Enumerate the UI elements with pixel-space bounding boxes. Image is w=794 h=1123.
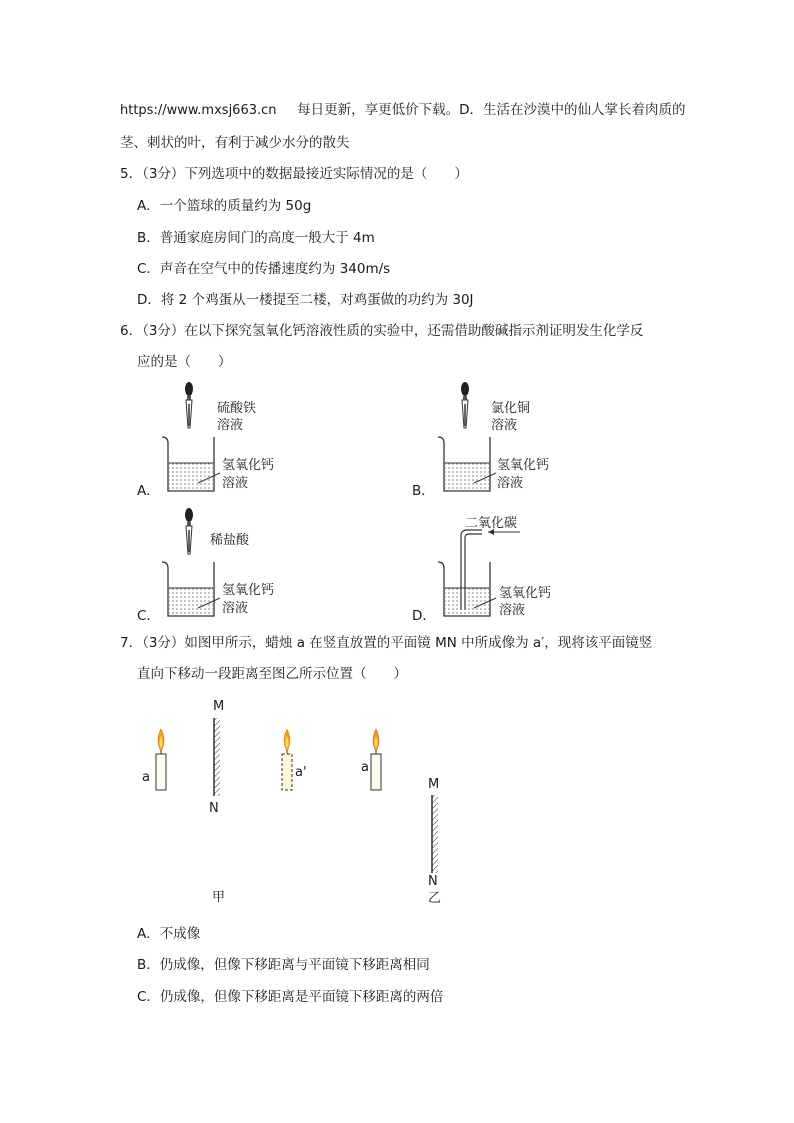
- q5-option-a: A．一个篮球的质量约为 50g: [137, 198, 312, 214]
- solution-label: 溶液: [222, 476, 249, 491]
- image-label: a': [295, 765, 307, 780]
- q7-option-c: C．仍成像，但像下移距离是平面镜下移距离的两倍: [137, 989, 444, 1005]
- q5-option-c: C．声音在空气中的传播速度约为 340m/s: [137, 261, 391, 277]
- option-letter: A．: [137, 483, 160, 499]
- beaker-icon: [436, 560, 496, 620]
- mirror-icon: [205, 718, 225, 798]
- q7-option-b: B．仍成像，但像下移距离与平面镜下移距离相同: [137, 957, 430, 973]
- solution-label: 氢氧化钙: [222, 583, 275, 598]
- source-url[interactable]: https://www.mxsj663.cn: [120, 103, 277, 118]
- candle-icon: [365, 725, 395, 795]
- mirror-icon: [423, 795, 443, 875]
- beaker-icon: [436, 435, 496, 495]
- solution-label: 溶液: [222, 601, 249, 616]
- reagent-label: 氯化铜: [491, 401, 531, 416]
- solution-label: 溶液: [497, 476, 524, 491]
- mirror-label-n: N: [428, 874, 438, 889]
- solution-label: 氢氧化钙: [499, 586, 552, 601]
- option-letter: D．: [412, 608, 436, 624]
- option-letter: C．: [137, 608, 160, 624]
- candle-label: a: [361, 760, 369, 775]
- option-letter: B．: [412, 483, 435, 499]
- ad-text: 每日更新，享更低价下载。: [297, 102, 460, 118]
- q7-stem-line1: 7．（3分）如图甲所示，蜡烛 a 在竖直放置的平面镜 MN 中所成像为 a′，现将该平面镜竖: [120, 635, 653, 651]
- mirror-label-m: M: [428, 777, 440, 792]
- q7-stem-line2: 直向下移动一段距离至图乙所示位置（ ）: [137, 666, 407, 682]
- solution-label: 溶液: [499, 603, 526, 618]
- beaker-icon: [160, 435, 220, 495]
- q5-option-b: B．普通家庭房间门的高度一般大于 4m: [137, 230, 375, 246]
- candle-icon: [150, 725, 180, 795]
- candle-label: a: [142, 770, 150, 785]
- reagent-label: 溶液: [491, 418, 518, 433]
- q6-stem-line2: 应的是（ ）: [137, 354, 232, 370]
- figure-label-jia: 甲: [212, 890, 226, 905]
- reagent-label: 硫酸铁: [217, 401, 257, 416]
- figure-label-yi: 乙: [428, 891, 442, 906]
- candle-image-icon: [276, 725, 306, 795]
- header-line: [120, 101, 686, 120]
- solution-label: 氢氧化钙: [497, 458, 550, 473]
- gas-label: 二氧化碳: [465, 516, 518, 531]
- option-d-continuation: D．生活在沙漠中的仙人掌长着肉质的: [459, 102, 686, 118]
- reagent-label: 溶液: [217, 418, 244, 433]
- q5-stem: 5．（3分）下列选项中的数据最接近实际情况的是（ ）: [120, 166, 468, 182]
- q7-option-a: A．不成像: [137, 926, 201, 942]
- beaker-icon: [160, 560, 220, 620]
- q6-stem-line1: 6．（3分）在以下探究氢氧化钙溶液性质的实验中，还需借助酸碱指示剂证明发生化学反: [120, 323, 644, 339]
- option-d-line2: 茎、刺状的叶，有利于减少水分的散失: [120, 135, 350, 151]
- mirror-label-m: M: [213, 699, 225, 714]
- q5-option-d: D．将 2 个鸡蛋从一楼提至二楼，对鸡蛋做的功约为 30J: [137, 292, 474, 308]
- reagent-label: 稀盐酸: [210, 533, 250, 548]
- mirror-label-n: N: [209, 801, 219, 816]
- solution-label: 氢氧化钙: [222, 458, 275, 473]
